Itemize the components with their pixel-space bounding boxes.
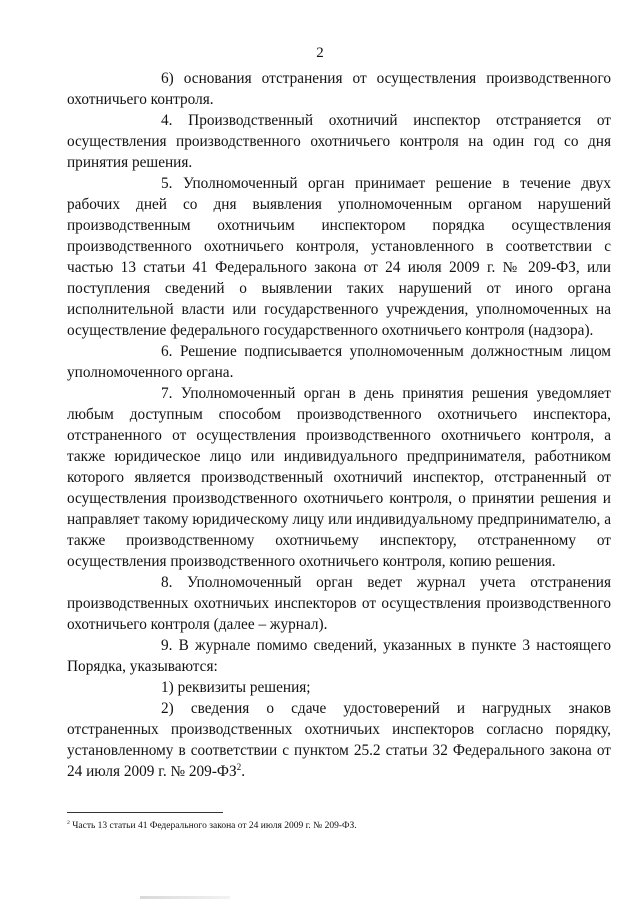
paragraph-6 <box>67 341 611 383</box>
paragraph-number: 8. <box>161 574 173 591</box>
paragraph-number: 6. <box>161 343 173 360</box>
paragraph-item-2 <box>67 698 611 782</box>
paragraph-number: 4. <box>161 112 173 129</box>
paragraph-text: В журнале помимо сведений, указанных в пункте 3 настоящего Порядка, указываются: <box>67 637 611 675</box>
footnote <box>67 820 611 832</box>
paragraph-number: 7. <box>161 385 173 402</box>
paragraph-text: Уполномоченный орган в день принятия решения уведомляет любым доступным способом производственного охотничьего инспектора, отстраненного от осуществления производственного охотничьего контроля, а также юридическое лицо или индивидуального предпринимателя, работником которого является производственный охотничий инспектор, отстраненный от осуществления производственного охотничьего контроля, о принятии решения и направляет такому юридическому лицу или индивидуальному предпринимателю, а также производственному охотничьему инспектору, отстраненному от осуществления производственного охотничьего контроля, копию решения. <box>67 385 611 570</box>
scan-artifact <box>140 896 230 899</box>
paragraph-number: 9. <box>161 637 173 654</box>
paragraph-text: Уполномоченный орган принимает решение в течение двух рабочих дней со дня выявления уполномоченным органом нарушений производственным охотничьим инспектором порядка осуществления производственного охотничьего контроля, установленного в соответствии с частью 13 статьи 41 Федерального закона от 24 июля 2009 г. № 209-ФЗ, или поступления сведений о выявлении таких нарушений от иного органа исполнительной власти или государственного учреждения, уполномоченных на осуществление федерального государственного охотничьего контроля (надзора). <box>67 175 611 339</box>
footnote-mark: 2 <box>67 819 70 826</box>
paragraph-text: Уполномоченный орган ведет журнал учета отстранения производственных охотничьих инспекторов от осуществления производственного охотничьего контроля (далее – журнал). <box>67 574 611 633</box>
page-number: 2 <box>316 45 324 61</box>
footnote-divider <box>67 812 223 813</box>
paragraph-text: Решение подписывается уполномоченным должностным лицом уполномоченного органа. <box>67 343 611 381</box>
paragraph-8 <box>67 572 611 635</box>
paragraph-4 <box>67 110 611 173</box>
paragraph-number: 2) <box>161 700 174 717</box>
paragraph-item-6 <box>67 68 611 110</box>
paragraph-number: 5. <box>161 175 173 192</box>
paragraph-5 <box>67 173 611 341</box>
paragraph-text: сведения о сдаче удостоверений и нагрудных знаков отстраненных производственных охотничьих инспекторов согласно порядку, установленному в соответствии с пунктом 25.2 статьи 32 Федерального закона от 24 июля 2009 г. № 209-ФЗ <box>67 700 611 780</box>
footnote-reference: 2 <box>236 761 242 772</box>
paragraph-9 <box>67 635 611 677</box>
paragraph-text: реквизиты решения; <box>177 679 311 696</box>
paragraph-tail: . <box>241 763 246 780</box>
paragraph-item-1 <box>67 677 611 698</box>
document-body <box>67 68 611 782</box>
paragraph-text: основания отстранения от осуществления производственного охотничьего контроля. <box>67 70 611 108</box>
paragraph-7 <box>67 383 611 572</box>
paragraph-number: 1) <box>161 679 174 696</box>
footnote-text: Часть 13 статьи 41 Федерального закона от 24 июля 2009 г. № 209-ФЗ. <box>72 821 357 831</box>
paragraph-number: 6) <box>161 70 174 87</box>
paragraph-text: Производственный охотничий инспектор отстраняется от осуществления производственного охотничьего контроля на один год со дня принятия решения. <box>67 112 611 171</box>
